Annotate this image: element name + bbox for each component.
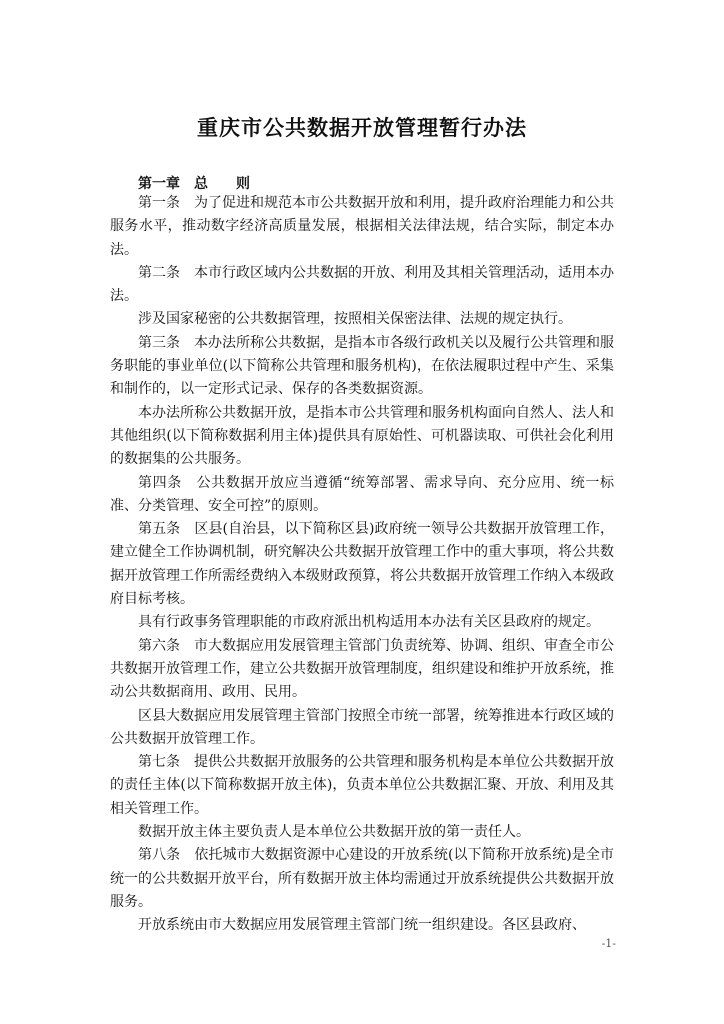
- paragraph: 区县大数据应用发展管理主管部门按照全市统一部署，统筹推进本行政区域的公共数据开放管理工作。: [110, 707, 614, 747]
- paragraph: 第五条 区县(自治县，以下简称区县)政府统一领导公共数据开放管理工作，建立健全工作协调机制，研究解决公共数据开放管理工作中的重大事项，将公共数据开放管理工作所需经费纳入本级财政预算，将公共数据开放管理工作纳入本级政府目标考核。: [110, 521, 614, 608]
- paragraph: 第二条 本市行政区域内公共数据的开放、利用及其相关管理活动，适用本办法。: [110, 264, 614, 305]
- paragraph: 第一条 为了促进和规范本市公共数据开放和利用，提升政府治理能力和公共服务水平，推动数字经济高质量发展，根据相关法律法规，结合实际，制定本办法。: [110, 195, 614, 258]
- paragraph: 第七条 提供公共数据开放服务的公共管理和服务机构是本单位公共数据开放的责任主体(以下简称数据开放主体)，负责本单位公共数据汇聚、开放、利用及其相关管理工作。: [110, 754, 614, 817]
- paragraph: 本办法所称公共数据开放，是指本市公共管理和服务机构面向自然人、法人和其他组织(以下简称数据利用主体)提供具有原始性、可机器读取、可供社会化利用的数据集的公共服务。: [110, 404, 614, 468]
- paragraph: 第六条 市大数据应用发展管理主管部门负责统筹、协调、组织、审查全市公共数据开放管理工作，建立公共数据开放管理制度，组织建设和维护开放系统，推动公共数据商用、政用、民用。: [110, 637, 614, 701]
- paragraph: 第四条 公共数据开放应当遵循“统筹部署、需求导向、充分应用、统一标准、分类管理、安全可控”的原则。: [110, 474, 614, 514]
- document-body: [110, 192, 614, 938]
- chapter-heading: 第一章 总 则: [138, 176, 250, 192]
- document-title: 重庆市公共数据开放管理暂行办法: [197, 115, 527, 140]
- paragraph: 开放系统由市大数据应用发展管理主管部门统一组织建设。各区县政府、: [138, 917, 586, 934]
- paragraph: 第八条 依托城市大数据资源中心建设的开放系统(以下简称开放系统)是全市统一的公共数据开放平台，所有数据开放主体均需通过开放系统提供公共数据开放服务。: [110, 847, 614, 910]
- paragraph: 第三条 本办法所称公共数据，是指本市各级行政机关以及履行公共管理和服务职能的事业单位(以下简称公共管理和服务机构)，在依法履职过程中产生、采集和制作的，以一定形式记录、保存的各类数据资源。: [110, 334, 614, 398]
- paragraph: 具有行政事务管理职能的市政府派出机构适用本办法有关区县政府的规定。: [138, 614, 600, 631]
- page-number: -1-: [601, 937, 616, 950]
- paragraph: 数据开放主体主要负责人是本单位公共数据开放的第一责任人。: [138, 824, 530, 841]
- paragraph: 涉及国家秘密的公共数据管理，按照相关保密法律、法规的规定执行。: [138, 311, 572, 328]
